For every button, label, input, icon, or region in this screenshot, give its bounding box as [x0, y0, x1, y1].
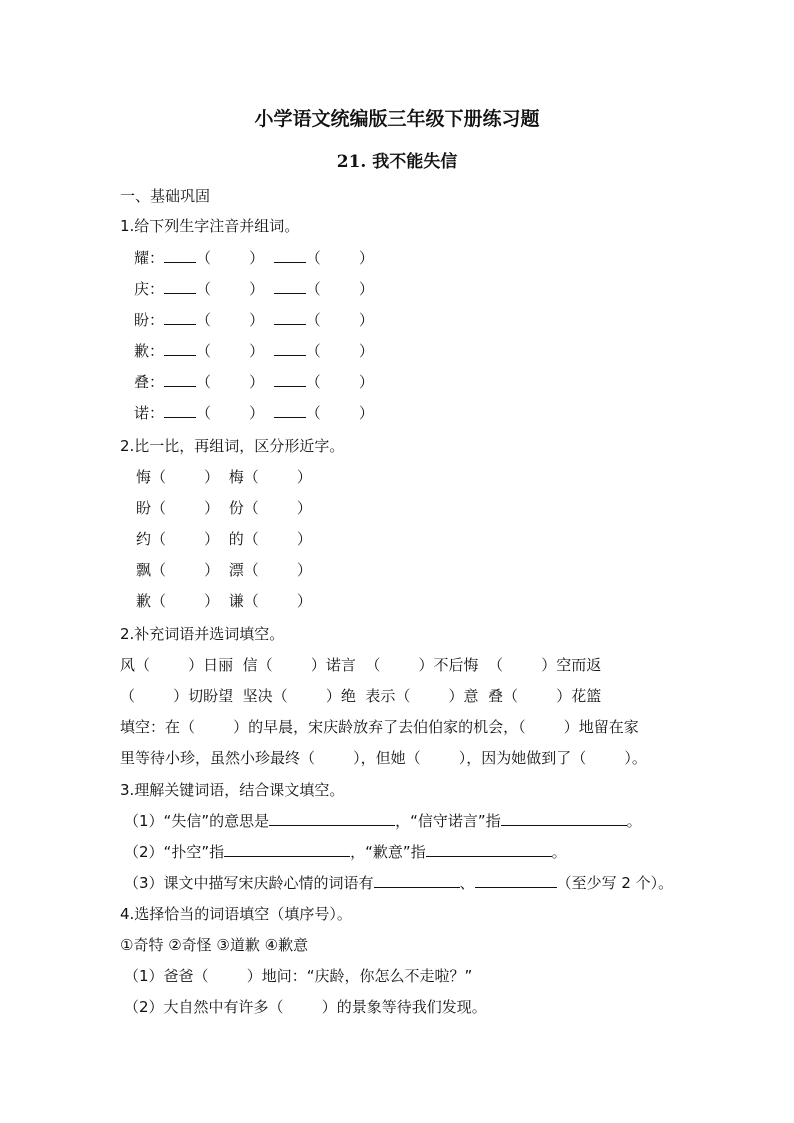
compare-character: 漂 [228, 561, 244, 579]
compare-character: 梅 [228, 468, 244, 486]
word-blank[interactable]: （ ） [196, 311, 274, 329]
question-3-prompt: 2.补充词语并选词填空。 [120, 625, 285, 643]
word-blank[interactable]: （ ） [243, 499, 312, 517]
compare-row [136, 529, 312, 549]
pinyin-row [134, 403, 374, 423]
fill-in-line-1: 填空：在（ ）的早晨，宋庆龄放弃了去伯伯家的机会，（ ）地留在家 [120, 718, 639, 736]
question-5-prompt: 4.选择恰当的词语填空（填序号）。 [120, 905, 352, 923]
pinyin-row [134, 341, 374, 361]
word-completion-line-1: 风（ ）日丽 信（ ）诺言 （ ）不后悔 （ ）空而返 [120, 656, 602, 674]
compare-character: 约 [136, 530, 152, 548]
colon: ： [149, 404, 165, 422]
compare-character: 盼 [136, 499, 152, 517]
pinyin-blank[interactable] [274, 248, 306, 263]
word-completion-line-2: （ ）切盼望 坚决（ ）绝 表示（ ）意 叠（ ）花篮 [120, 687, 602, 705]
compare-row [136, 560, 312, 580]
target-character: 诺 [134, 404, 150, 422]
answer-blank[interactable] [475, 873, 557, 888]
word-blank[interactable]: （ ） [305, 342, 374, 360]
page-title: 小学语文统编版三年级下册练习题 [254, 108, 540, 130]
pinyin-row [134, 310, 374, 330]
word-blank[interactable]: （ ） [151, 499, 229, 517]
target-character: 盼 [134, 311, 150, 329]
compare-character: 的 [228, 530, 244, 548]
word-blank[interactable]: （ ） [196, 342, 274, 360]
word-blank[interactable]: （ ） [196, 404, 274, 422]
pinyin-blank[interactable] [274, 372, 306, 387]
question-5-item-2: （2）大自然中有许多（ ）的景象等待我们发现。 [124, 998, 487, 1016]
lesson-title: 21. 我不能失信 [336, 152, 458, 172]
compare-character: 歉 [136, 592, 152, 610]
word-blank[interactable]: （ ） [305, 404, 374, 422]
pinyin-blank[interactable] [164, 372, 196, 387]
pinyin-blank[interactable] [164, 279, 196, 294]
word-blank[interactable]: （ ） [305, 311, 374, 329]
question-4-item-1: （1）“失信”的意思是 ，“信守诺言”指 。 [124, 812, 642, 830]
compare-character: 份 [228, 499, 244, 517]
word-blank[interactable]: （ ） [305, 280, 374, 298]
word-blank[interactable]: （ ） [305, 249, 374, 267]
colon: ： [149, 373, 165, 391]
compare-row [136, 591, 312, 611]
pinyin-blank[interactable] [164, 248, 196, 263]
answer-blank[interactable] [374, 873, 460, 888]
answer-blank[interactable] [501, 811, 627, 826]
target-character: 耀 [134, 249, 150, 267]
pinyin-blank[interactable] [274, 310, 306, 325]
pinyin-blank[interactable] [274, 279, 306, 294]
target-character: 歉 [134, 342, 150, 360]
colon: ： [149, 342, 165, 360]
section-heading: 一、基础巩固 [120, 187, 211, 205]
word-blank[interactable]: （ ） [151, 561, 229, 579]
colon: ： [149, 311, 165, 329]
word-blank[interactable]: （ ） [196, 373, 274, 391]
target-character: 庆 [134, 280, 150, 298]
question-4-item-3: （3）课文中描写宋庆龄心情的词语有 、 （至少写 2 个）。 [124, 874, 674, 892]
word-options: ①奇特 ②奇怪 ③道歉 ④歉意 [120, 936, 309, 954]
pinyin-blank[interactable] [164, 341, 196, 356]
word-blank[interactable]: （ ） [151, 530, 229, 548]
answer-blank[interactable] [224, 842, 350, 857]
word-blank[interactable]: （ ） [243, 530, 312, 548]
pinyin-row [134, 279, 374, 299]
word-blank[interactable]: （ ） [196, 249, 274, 267]
colon: ： [149, 249, 165, 267]
question-4-prompt: 3.理解关键词语，结合课文填空。 [120, 781, 345, 799]
fill-in-line-2: 里等待小珍，虽然小珍最终（ ），但她（ ），因为她做到了（ ）。 [120, 749, 647, 767]
answer-blank[interactable] [269, 811, 395, 826]
colon: ： [149, 280, 165, 298]
answer-blank[interactable] [426, 842, 552, 857]
question-5-item-1: （1）爸爸（ ）地问：“庆龄，你怎么不走啦？” [124, 967, 473, 985]
pinyin-blank[interactable] [164, 310, 196, 325]
word-blank[interactable]: （ ） [305, 373, 374, 391]
target-character: 叠 [134, 373, 150, 391]
compare-character: 悔 [136, 468, 152, 486]
word-blank[interactable]: （ ） [243, 561, 312, 579]
compare-row [136, 498, 312, 518]
word-blank[interactable]: （ ） [243, 468, 312, 486]
question-4-item-2: （2）“扑空”指 ，“歉意”指 。 [124, 843, 567, 861]
word-blank[interactable]: （ ） [196, 280, 274, 298]
word-blank[interactable]: （ ） [151, 468, 229, 486]
compare-character: 谦 [228, 592, 244, 610]
compare-character: 飘 [136, 561, 152, 579]
pinyin-row [134, 248, 374, 268]
question-2-prompt: 2.比一比，再组词，区分形近字。 [120, 437, 345, 455]
compare-row [136, 467, 312, 487]
word-blank[interactable]: （ ） [243, 592, 312, 610]
pinyin-blank[interactable] [274, 341, 306, 356]
pinyin-blank[interactable] [164, 403, 196, 418]
pinyin-row [134, 372, 374, 392]
pinyin-blank[interactable] [274, 403, 306, 418]
question-1-prompt: 1.给下列生字注音并组词。 [120, 217, 300, 235]
word-blank[interactable]: （ ） [151, 592, 229, 610]
